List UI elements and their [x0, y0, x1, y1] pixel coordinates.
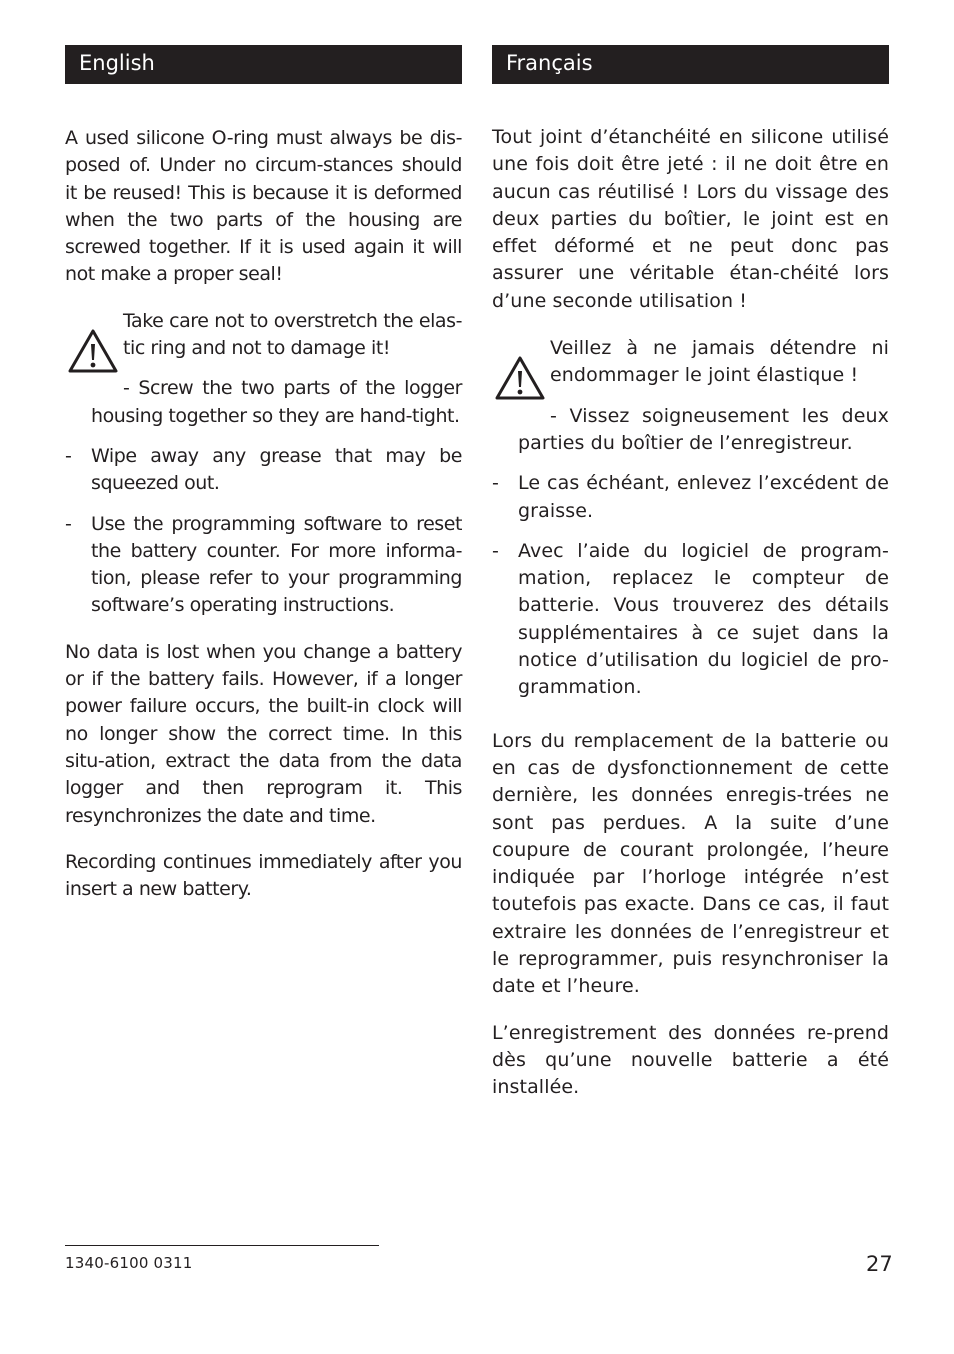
french-list-item	[492, 470, 889, 525]
french-warning-text: Veillez à ne jamais détendre ni endommager le joint élastique !	[550, 337, 889, 387]
french-warning-item: - Vissez soigneusement les deux parties du boîtier de l’enregistreur.	[518, 404, 889, 454]
english-header-label: English	[79, 51, 155, 75]
footer-rule	[65, 1245, 379, 1246]
list-dash: -	[65, 512, 72, 535]
french-warning-block	[492, 335, 889, 457]
english-list-item-text: Use the programming software to reset the battery counter. For more informa-tion, please refer to your programming software’s operating instructions.	[91, 512, 462, 617]
english-header	[65, 45, 462, 84]
french-list-item-text: Le cas échéant, enlevez l’excédent de graisse.	[518, 472, 889, 522]
footer-document-code: 1340-6100 0311	[65, 1254, 193, 1272]
english-paragraph-recording: Recording continues immediately after you insert a new battery.	[65, 850, 462, 901]
warning-triangle-icon	[67, 328, 119, 374]
list-dash: -	[492, 472, 499, 495]
french-paragraph-data-loss: Lors du remplacement de la batterie ou en cas de dysfonctionnement de cette dernière, les données enregis-trées ne sont pas perdues. A la suite d’une coupure de courant prolongée, l’heure indiquée par l’horloge intégrée n’est toutefois pas exacte. Dans ce cas, il faut extraire les données de l’enregistreur et le reprogrammer, puis resynchroniser la date et l’heure.	[492, 729, 889, 998]
french-header	[492, 45, 889, 84]
french-list-item-text: Avec l’aide du logiciel de program-mation, replacez le compteur de batterie. Vous trouverez des détails supplémentaires à ce sujet dans la notice d’utilisation du logiciel de pro-grammation.	[518, 539, 889, 699]
english-warning-block	[65, 308, 462, 430]
list-dash: -	[65, 444, 72, 467]
french-list-item	[492, 538, 889, 702]
english-warning-item: - Screw the two parts of the logger housing together so they are hand-tight.	[91, 377, 462, 427]
list-dash: -	[492, 539, 499, 562]
english-body	[65, 84, 462, 903]
warning-triangle-icon	[494, 355, 546, 401]
english-warning-text: Take care not to overstretch the elas-tic ring and not to damage it!	[123, 309, 462, 360]
english-paragraph-data-loss: No data is lost when you change a battery or if the battery fails. However, if a longer power failure occurs, the built-in clock will no longer show the correct time. In this situ-ation, extract the data from the data logger and then reprogram it. This resynchronizes the date and time.	[65, 640, 462, 827]
english-paragraph-oring: A used silicone O-ring must always be dis-posed of. Under no circum-stances should it be reused! This is because it is deformed when the two parts of the housing are screwed together. If it is used again it will not make a proper seal!	[65, 127, 462, 286]
english-list-item	[65, 443, 462, 498]
french-paragraph-recording: L’enregistrement des données re-prend dès qu’une nouvelle batterie a été installée.	[492, 1021, 889, 1099]
french-header-label: Français	[506, 51, 593, 75]
english-list-item-text: Wipe away any grease that may be squeezed out.	[91, 444, 462, 495]
french-column	[492, 45, 889, 1102]
english-list-item	[65, 511, 462, 620]
english-column	[65, 45, 462, 903]
french-paragraph-joint: Tout joint d’étanchéité en silicone utilisé une fois doit être jeté : il ne doit être en aucun cas réutilisé ! Lors du vissage des deux parties du boîtier, le joint est en effet déformé et ne peut donc pas assurer une véritable étan-chéité lors d’une seconde utilisation !	[492, 126, 889, 312]
french-body	[492, 84, 889, 1102]
page-number: 27	[866, 1252, 893, 1276]
